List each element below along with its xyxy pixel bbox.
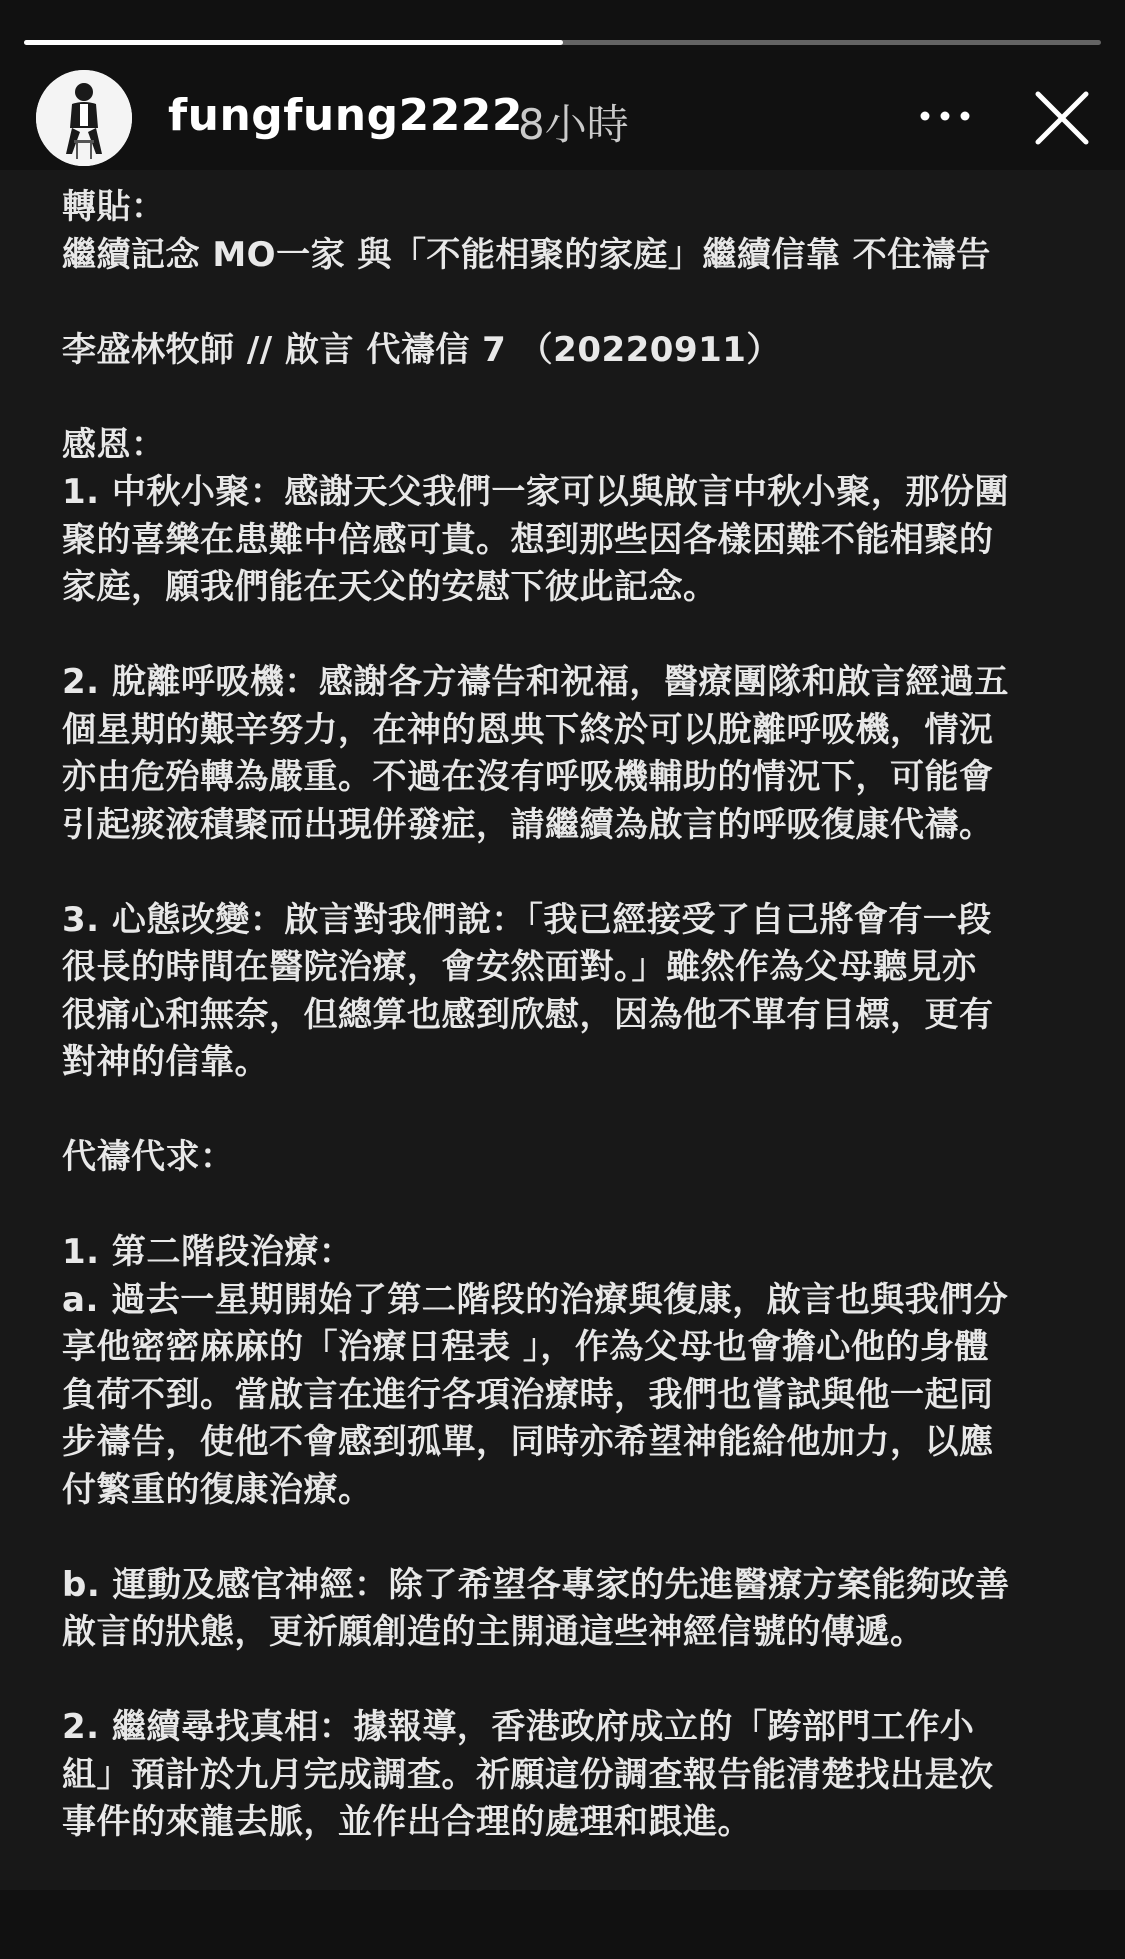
more-horizontal-icon [910,96,980,136]
story-text-line: 對神的信靠。 [62,1042,269,1082]
story-text-line: 負荷不到。當啟言在進行各項治療時，我們也嘗試與他一起同 [62,1374,994,1415]
story-text-line: b. 運動及感官神經：除了希望各專家的先進醫療方案能夠改善 [62,1564,1010,1605]
story-progress-bar [24,40,1101,45]
blank-line [62,279,1062,327]
story-text-block [62,184,1062,1847]
story-text-line: 1. 第二階段治療： [62,1232,354,1272]
story-text-line: 繼續記念 MO一家 與「不能相聚的家庭」繼續信靠 不住禱告 [62,234,991,275]
story-text-line: 亦由危殆轉為嚴重。不過在沒有呼吸機輔助的情況下，可能會 [62,757,994,797]
close-button[interactable] [1030,86,1094,150]
blank-line [62,612,1062,660]
post-time: 8小時 [518,100,629,149]
blank-line [62,374,1062,422]
story-text-line: 引起痰液積聚而出現併發症，請繼續為啟言的呼吸復康代禱。 [62,804,994,845]
story-text-line: 個星期的艱辛努力，在神的恩典下終於可以脫離呼吸機，情況 [62,709,994,750]
story-text-line: 很長的時間在醫院治療，會安然面對。」雖然作為父母聽見亦 [62,947,977,987]
profile-person-icon [36,70,132,166]
story-text-line: 事件的來龍去脈，並作出合理的處理和跟進。 [62,1802,752,1842]
blank-line [62,1514,1062,1562]
more-options-button[interactable] [910,96,980,136]
story-text-line: 步禱告，使他不會感到孤單，同時亦希望神能給他加力，以應 [62,1422,994,1462]
story-content[interactable] [0,170,1125,1890]
story-text-line: 代禱代求： [62,1137,235,1177]
story-text-line: 3. 心態改變：啟言對我們說：「我已經接受了自己將會有一段 [62,899,992,940]
story-progress-fill [24,40,563,45]
blank-line [62,1087,1062,1135]
blank-line [62,1657,1062,1705]
story-text-line: a. 過去一星期開始了第二階段的治療與復康，啟言也與我們分 [62,1279,1009,1320]
avatar[interactable] [36,70,132,166]
story-text-line: 組」預計於九月完成調查。祈願這份調查報告能清楚找出是次 [62,1754,994,1795]
story-text-line: 轉貼： [62,187,166,227]
story-header [0,68,1125,168]
story-text-line: 李盛林牧師 // 啟言 代禱信 7 （20220911） [62,329,781,370]
story-text-line: 聚的喜樂在患難中倍感可貴。想到那些因各樣困難不能相聚的 [62,519,994,560]
story-text-line: 付繁重的復康治療。 [62,1469,373,1510]
story-text-line: 家庭，願我們能在天父的安慰下彼此記念。 [62,567,718,607]
close-icon [1030,86,1094,150]
story-text-line: 很痛心和無奈，但總算也感到欣慰，因為他不單有目標，更有 [62,994,994,1035]
blank-line [62,849,1062,897]
username[interactable]: fungfung2222 [168,90,524,141]
story-text-line: 啟言的狀態，更祈願創造的主開通這些神經信號的傳遞。 [62,1612,925,1652]
story-text-line: 1. 中秋小聚：感謝天父我們一家可以與啟言中秋小聚，那份團 [62,472,1009,512]
story-text-line: 2. 繼續尋找真相：據報導，香港政府成立的「跨部門工作小 [62,1707,975,1747]
story-text-line: 感恩： [62,424,166,465]
blank-line [62,1182,1062,1230]
story-text-line: 2. 脫離呼吸機：感謝各方禱告和祝福，醫療團隊和啟言經過五 [62,662,1009,702]
story-text-line: 享他密密麻麻的「治療日程表 」，作為父母也會擔心他的身體 [62,1327,989,1367]
